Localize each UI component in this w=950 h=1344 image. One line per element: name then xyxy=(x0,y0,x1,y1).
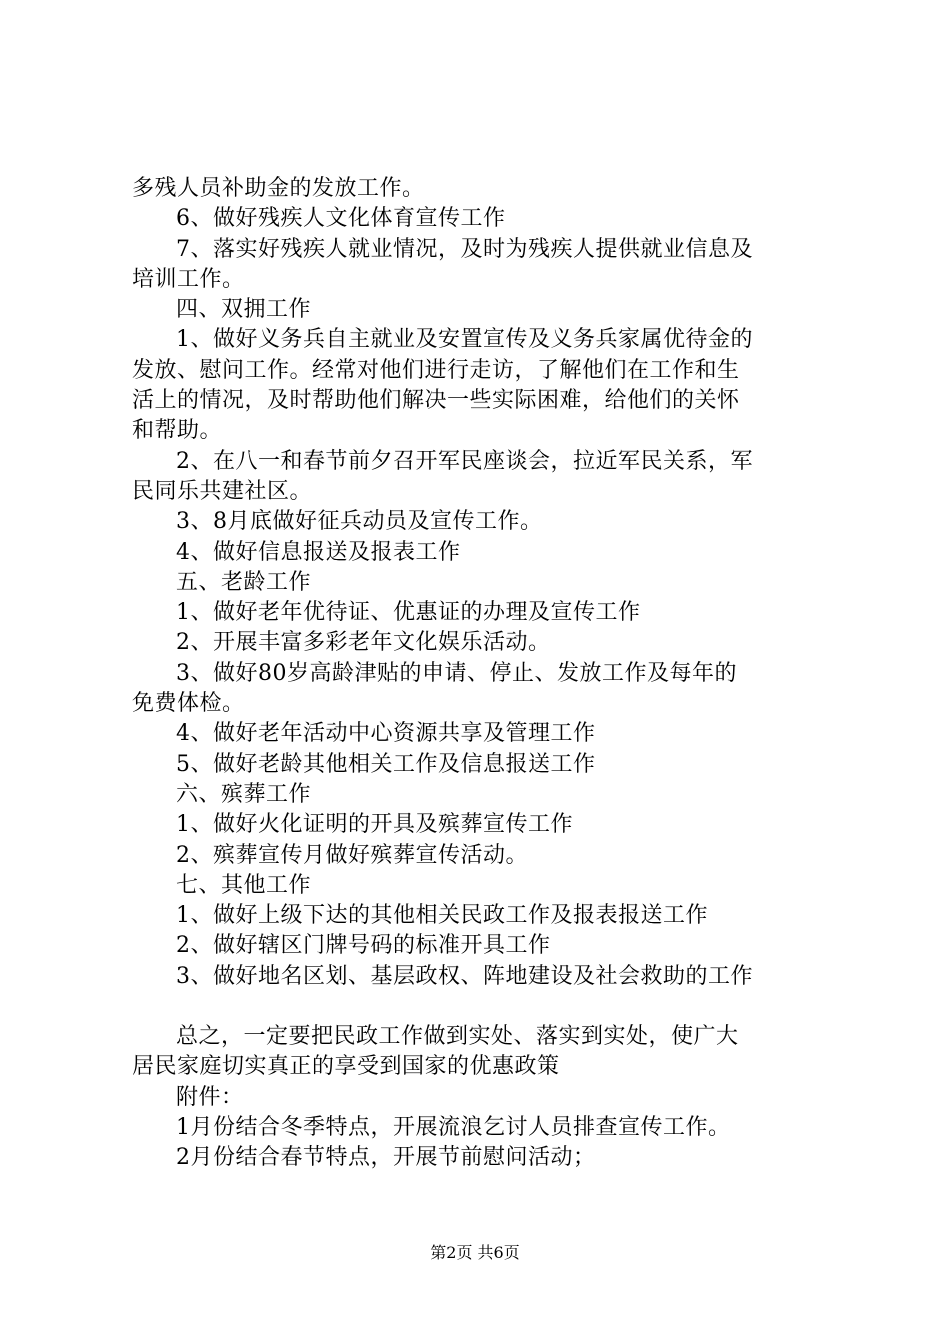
text-line: 和帮助。 xyxy=(132,418,223,444)
text-line: 1、做好上级下达的其他相关民政工作及报表报送工作 xyxy=(176,903,708,929)
text-line: 2、做好辖区门牌号码的标准开具工作 xyxy=(176,933,551,959)
section-heading: 六、殡葬工作 xyxy=(176,781,312,807)
text-line: 3、做好80岁高龄津贴的申请、停止、发放工作及每年的 xyxy=(176,660,737,686)
text-line: 1月份结合冬季特点，开展流浪乞讨人员排查宣传工作。 xyxy=(176,1114,731,1140)
text-line: 1、做好老年优待证、优惠证的办理及宣传工作 xyxy=(176,600,641,626)
text-line: 3、8月底做好征兵动员及宣传工作。 xyxy=(176,509,543,535)
text-line: 居民家庭切实真正的享受到国家的优惠政策 xyxy=(132,1054,560,1080)
text-line: 2、开展丰富多彩老年文化娱乐活动。 xyxy=(176,630,551,656)
text-line: 3、做好地名区划、基层政权、阵地建设及社会救助的工作 xyxy=(176,963,753,989)
attachment-heading: 附件： xyxy=(176,1084,244,1110)
text-line: 7、落实好残疾人就业情况，及时为残疾人提供就业信息及 xyxy=(176,236,753,262)
text-line: 培训工作。 xyxy=(132,266,245,292)
text-line: 多残人员补助金的发放工作。 xyxy=(132,176,425,201)
section-heading: 五、老龄工作 xyxy=(176,569,312,595)
text-line: 6、做好残疾人文化体育宣传工作 xyxy=(176,206,506,232)
text-line: 1、做好义务兵自主就业及安置宣传及义务兵家属优待金的 xyxy=(176,327,753,353)
text-line: 活上的情况，及时帮助他们解决一些实际困难，给他们的关怀 xyxy=(132,388,740,414)
text-line: 4、做好信息报送及报表工作 xyxy=(176,539,461,565)
text-line: 2、殡葬宣传月做好殡葬宣传活动。 xyxy=(176,842,528,868)
text-line: 民同乐共建社区。 xyxy=(132,478,313,504)
document-body xyxy=(132,174,832,1174)
paragraph-gap xyxy=(132,992,832,1022)
page-footer: 第2页 共6页 xyxy=(430,1243,520,1262)
section-heading: 四、双拥工作 xyxy=(176,297,312,323)
text-line: 总之，一定要把民政工作做到实处、落实到实处，使广大 xyxy=(176,1024,739,1050)
section-heading: 七、其他工作 xyxy=(176,872,312,898)
text-line: 发放、慰问工作。经常对他们进行走访，了解他们在工作和生 xyxy=(132,357,740,383)
text-line: 免费体检。 xyxy=(132,691,245,717)
text-line: 2、在八一和春节前夕召开军民座谈会，拉近军民关系，军 xyxy=(176,448,753,474)
text-line: 1、做好火化证明的开具及殡葬宣传工作 xyxy=(176,812,573,838)
text-line: 2月份结合春节特点，开展节前慰问活动； xyxy=(176,1145,596,1171)
text-line: 4、做好老年活动中心资源共享及管理工作 xyxy=(176,721,596,747)
text-line: 5、做好老龄其他相关工作及信息报送工作 xyxy=(176,751,596,777)
